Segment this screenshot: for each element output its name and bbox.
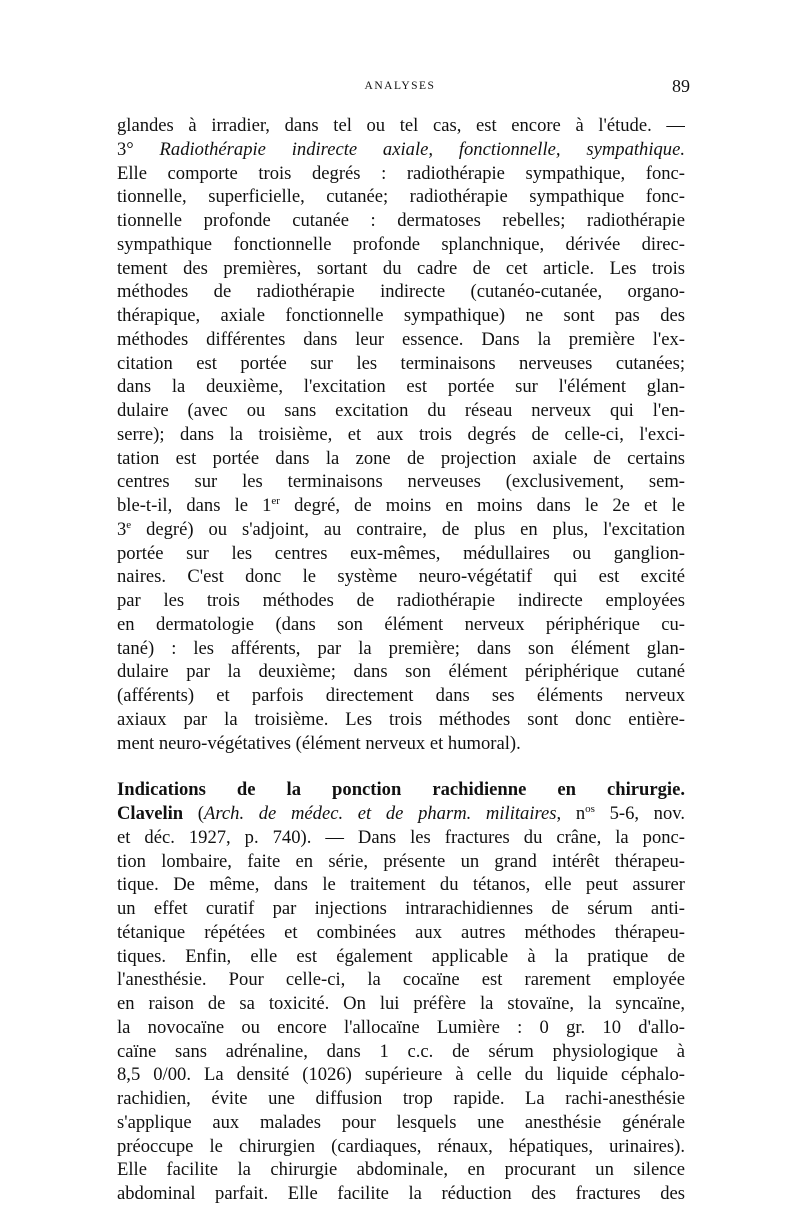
text-line: caïne sans adrénaline, dans 1 c.c. de sérum physiologique à — [117, 1040, 685, 1062]
text-line: Elle facilite la chirurgie abdominale, en procurant un silence — [117, 1159, 685, 1181]
running-title: ANALYSES — [364, 80, 436, 92]
author-name: Clavelin — [117, 803, 184, 824]
section-heading: Indications de la ponction rachidienne en chirurgie. — [117, 779, 685, 801]
text-line: axiaux par la troisième. Les trois méthodes sont donc entière- — [117, 708, 685, 730]
text-line: tiques. Enfin, elle est également applicable à la pratique de — [117, 945, 685, 967]
text-line: ment neuro-végétatives (élément nerveux et humoral). — [117, 732, 521, 754]
text-line: par les trois méthodes de radiothérapie indirecte employées — [117, 590, 685, 611]
text-line: serre); dans la troisième, et aux trois degrés de celle-ci, l'exci- — [117, 423, 685, 445]
text-line: en dermatologie (dans son élément nerveux périphérique cu- — [117, 613, 685, 635]
text-line: 8,5 0/00. La densité (1026) supérieure à celle du liquide céphalo- — [117, 1064, 685, 1086]
text-line: dulaire (avec ou sans excitation du réseau nerveux qui l'en- — [117, 400, 685, 421]
paragraph-radiotherapie — [117, 114, 685, 755]
text-line: (afférents) et parfois directement dans ses éléments nerveux — [117, 685, 685, 706]
text-line: abdominal parfait. Elle facilite la réduction des fractures des — [117, 1183, 685, 1204]
text-line: rachidien, évite une diffusion trop rapide. La rachi-anesthésie — [117, 1088, 685, 1109]
text-line: en raison de sa toxicité. On lui préfère la stovaïne, la syncaïne, — [117, 993, 685, 1014]
text-line: ble-t-il, dans le 1er degré, de moins en moins dans le 2e et le — [117, 495, 685, 516]
text-line: un effet curatif par injections intrarachidiennes de sérum anti- — [117, 898, 685, 919]
text-line: s'applique aux malades pour lesquels une anesthésie générale — [117, 1111, 685, 1133]
text-line: préoccupe le chirurgien (cardiaques, rénaux, hépatiques, urinaires). — [117, 1135, 685, 1157]
text-line: tionnelle, superficielle, cutanée; radiothérapie sympathique fonc- — [117, 186, 685, 208]
citation-text: (Arch. de médec. et de pharm. militaires, $n^{os}$ 5-6, nov. — [197, 803, 685, 824]
text-line: Elle comporte trois degrés : radiothérapie sympathique, fonc- — [117, 162, 685, 184]
text-line: dans la deuxième, l'excitation est portée sur l'élément glan- — [117, 376, 685, 398]
text-line: tané) : les afférents, par la première; dans son élément glan- — [117, 637, 685, 659]
text-line: 3e degré) ou s'adjoint, au contraire, de plus en plus, l'excitation — [117, 518, 685, 540]
body-text — [117, 114, 685, 1206]
text-line: 3° Radiothérapie indirecte axiale, fonctionnelle, sympathique. — [117, 138, 685, 160]
running-header — [110, 76, 690, 96]
text-line: tionnelle profonde cutanée : dermatoses rebelles; radiothérapie — [117, 210, 685, 231]
text-line: naires. C'est donc le système neuro-végétatif qui est excité — [117, 566, 685, 588]
text-line: la novocaïne ou encore l'allocaïne Lumière : 0 gr. 10 d'allo- — [117, 1016, 685, 1038]
text-line: centres sur les terminaisons nerveuses (exclusivement, sem- — [117, 471, 685, 493]
text-line: tation est portée dans la zone de projection axiale de certains — [117, 447, 685, 469]
text-line: thérapique, axiale fonctionnelle sympathique) ne sont pas des — [117, 305, 685, 326]
section-ponction-rachidienne — [117, 778, 685, 1206]
text-line: l'anesthésie. Pour celle-ci, la cocaïne est rarement employée — [117, 969, 685, 991]
text-line: citation est portée sur les terminaisons nerveuses cutanées; — [117, 352, 685, 374]
text-line — [117, 802, 685, 826]
text-line: portée sur les centres eux-mêmes, médullaires ou ganglion- — [117, 542, 685, 564]
text-line: tétanique répétées et combinées aux autres méthodes thérapeu- — [117, 921, 685, 943]
text-line: sympathique fonctionnelle profonde splanchnique, dérivée direc- — [117, 233, 685, 255]
text-line: méthodes différentes dans leur essence. Dans la première l'ex- — [117, 328, 685, 350]
text-line: tique. De même, dans le traitement du tétanos, elle peut assurer — [117, 874, 685, 896]
page-number: 89 — [672, 76, 690, 96]
text-line: glandes à irradier, dans tel ou tel cas, est encore à l'étude. — — [117, 115, 685, 136]
text-line: méthodes de radiothérapie indirecte (cutanéo-cutanée, organo- — [117, 281, 685, 303]
text-line: tion lombaire, faite en série, présente un grand intérêt thérapeu- — [117, 850, 685, 872]
text-line: tement des premières, sortant du cadre de cet article. Les trois — [117, 257, 685, 279]
text-line: dulaire par la deuxième; dans son élément périphérique cutané — [117, 661, 685, 683]
text-line: et déc. 1927, p. 740). — Dans les fractures du crâne, la ponc- — [117, 826, 685, 848]
